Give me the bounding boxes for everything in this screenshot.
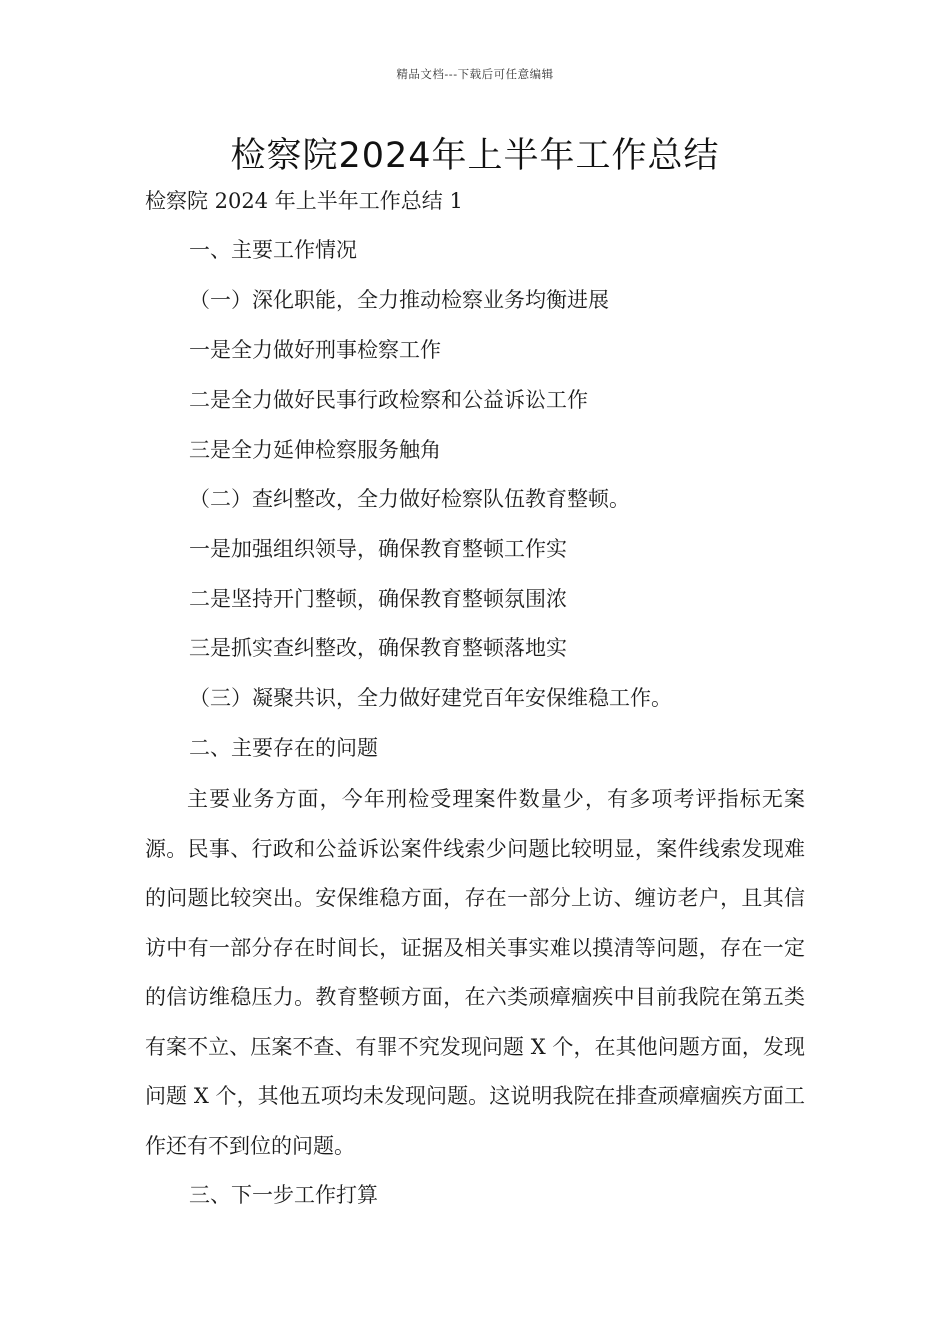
subsection-heading-1-2: （二）查纠整改，全力做好检察队伍教育整顿。: [189, 487, 630, 511]
list-item: 一是全力做好刑事检察工作: [189, 338, 441, 362]
header-note: 精品文档---下载后可任意编辑: [396, 67, 554, 81]
list-item: 二是全力做好民事行政检察和公益诉讼工作: [189, 388, 588, 412]
list-item: 一是加强组织领导，确保教育整顿工作实: [189, 537, 567, 561]
document-subtitle: 检察院 2024 年上半年工作总结 1: [145, 189, 463, 213]
list-item: 二是坚持开门整顿，确保教育整顿氛围浓: [189, 587, 567, 611]
subsection-heading-1-3: （三）凝聚共识，全力做好建党百年安保维稳工作。: [189, 686, 672, 710]
subsection-heading-1-1: （一）深化职能，全力推动检察业务均衡进展: [189, 288, 609, 312]
list-item: 三是全力延伸检察服务触角: [189, 438, 441, 462]
problems-paragraph: 主要业务方面，今年刑检受理案件数量少，有多项考评指标无案源。民事、行政和公益诉讼案件线索少问题比较明显，案件线索发现难的问题比较突出。安保维稳方面，存在一部分上访、缠访老户，且其信访中有一部分存在时间长，证据及相关事实难以摸清等问题，存在一定的信访维稳压力。教育整顿方面，在六类顽瘴痼疾中目前我院在第五类有案不立、压案不查、有罪不究发现问题 X 个，在其他问题方面，发现问题 X 个，其他五项均未发现问题。这说明我院在排查顽瘴痼疾方面工作还有不到位的问题。: [145, 787, 805, 1158]
list-item: 三是抓实查纠整改，确保教育整顿落地实: [189, 636, 567, 660]
section-heading-3: 三、下一步工作打算: [189, 1183, 378, 1207]
section-heading-2: 二、主要存在的问题: [189, 736, 378, 760]
document-title: 检察院2024年上半年工作总结: [230, 136, 720, 176]
section-heading-1: 一、主要工作情况: [189, 238, 357, 262]
